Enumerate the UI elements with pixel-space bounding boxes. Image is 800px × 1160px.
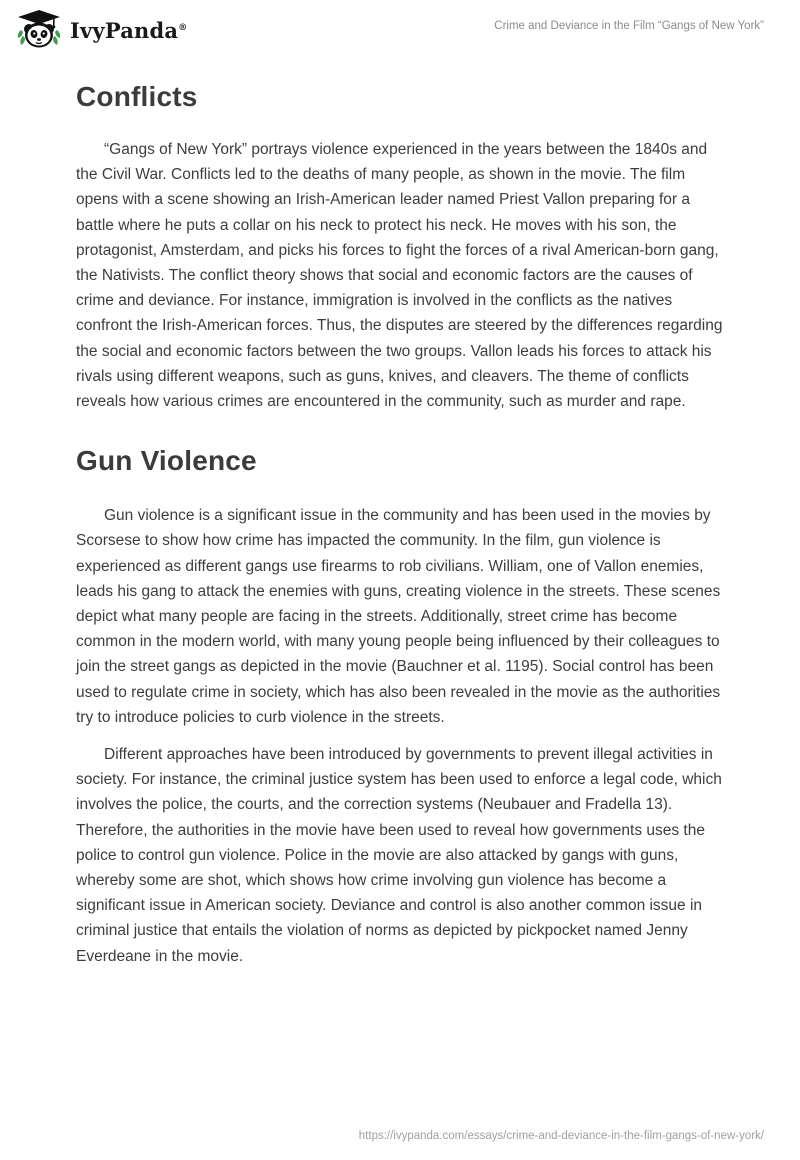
brand [16,8,187,52]
paragraph: Gun violence is a significant issue in the community and has been used in the movies by Scorsese to show how crime has impacted the community. In the film, gun violence is experienced as different gangs use firearms to rob civilians. William, one of Vallon enemies, leads his gang to attack the enemies with guns, creating violence in the streets. These scenes depict what many people are facing in the streets. Additionally, street crime has become common in the modern world, with many young people being influenced by their colleagues to join the street gangs as depicted in the movie (Bauchner et al. 1195). Social control has been used to regulate crime in society, which has also been revealed in the movie as the authorities try to introduce policies to curb violence in the streets. [76,507,721,726]
document-title: Crime and Deviance in the Film “Gangs of New York” [494,20,764,32]
source-url: https://ivypanda.com/essays/crime-and-deviance-in-the-film-gangs-of-new-york/ [358,1130,764,1142]
document-body [76,81,724,969]
heading-gun-violence: Gun Violence [76,445,257,477]
brand-name: IvyPanda® [70,17,188,43]
paragraph: Different approaches have been introduced by governments to prevent illegal activities in society. For instance, the criminal justice system has been used to enforce a legal code, which involves the police, the courts, and the correction systems (Neubauer and Fradella 13). Therefore, the authorities in the movie have been used to reveal how governments uses the police to control gun violence. Police in the movie are also attacked by gangs with guns, whereby some are shot, which shows how crime involving gun violence has become a significant issue in American society. Deviance and control is also another common issue in criminal justice that entails the violation of norms as depicted by pickpocket named Jenny Everdeane in the movie. [76,746,722,965]
paragraph: “Gangs of New York” portrays violence experienced in the years between the 1840s and the Civil War. Conflicts led to the deaths of many people, as shown in the movie. The film opens with a scene showing an Irish-American leader named Priest Vallon preparing for a battle where he puts a collar on his neck to protect his neck. He moves with his son, the protagonist, Amsterdam, and picks his forces to fight the forces of a rival American-born gang, the Nativists. The conflict theory shows that social and economic factors are the causes of crime and deviance. For instance, immigration is involved in the conflicts as the natives confront the Irish-American forces. Thus, the disputes are steered by the differences regarding the social and economic factors between the two groups. Vallon leads his forces to attack his rivals using different weapons, such as guns, knives, and cleavers. The theme of conflicts reveals how various crimes are encountered in the community, such as murder and rape. [76,141,723,411]
page-header [0,0,800,52]
registered-mark: ® [178,22,188,33]
ivypanda-logo-icon [16,8,62,52]
heading-conflicts: Conflicts [76,81,198,112]
